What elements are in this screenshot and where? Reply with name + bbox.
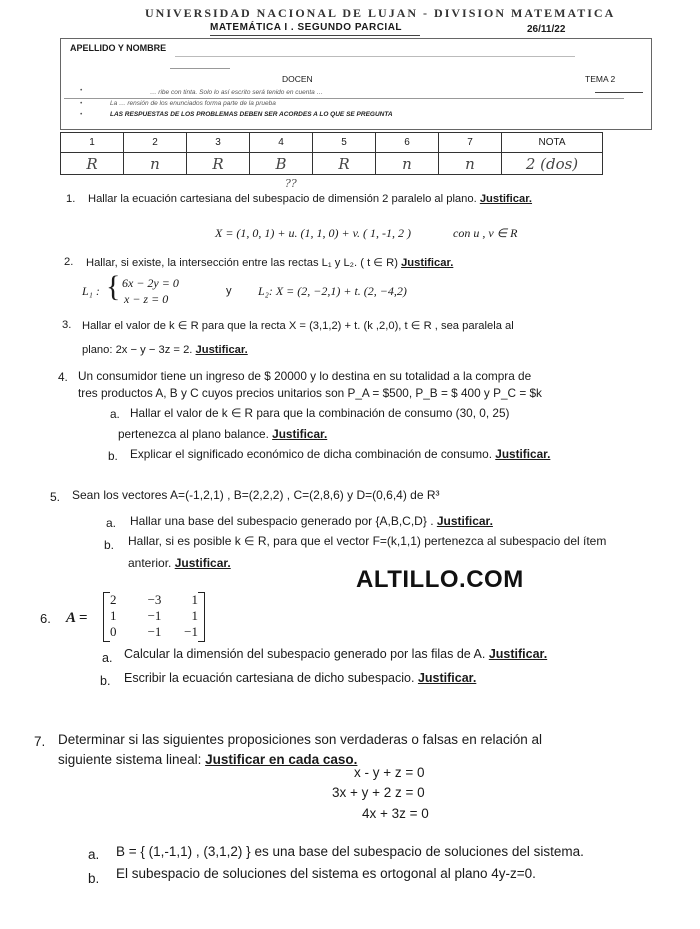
q5-number: 5. <box>50 490 61 504</box>
matrix-cell: 1 <box>191 592 198 607</box>
q4-a-continuation: pertenezca al plano balance. <box>118 427 269 441</box>
grade-header-cell: 4 <box>250 133 313 153</box>
matrix-cell: −3 <box>147 592 162 607</box>
q7-text2 <box>58 752 357 767</box>
q2-text <box>86 256 453 269</box>
matrix-row <box>104 624 204 640</box>
matrix-cell: 0 <box>110 624 117 639</box>
grade-mark-cell: B <box>250 153 313 175</box>
q5-a-justificar: Justificar. <box>436 514 493 528</box>
q1-formula: X = (1, 0, 1) + u. (1, 1, 0) + v. ( 1, -1, 2 ) <box>215 226 412 240</box>
q5-b-label: b. <box>104 538 115 552</box>
instruction-bullet-2: • <box>80 100 83 107</box>
q6-number: 6. <box>40 611 51 626</box>
matrix-cell: 1 <box>191 608 198 623</box>
q6-a-text <box>124 647 547 661</box>
grade-mark-cell: R <box>187 153 250 175</box>
q7-b-text: El subespacio de soluciones del sistema es ortogonal al plano 4y-z=0. <box>116 866 536 881</box>
q4-number: 4. <box>58 370 68 384</box>
grade-header-cell: 1 <box>61 133 124 153</box>
instruction-note-2: La … rensión de los enunciados forma parte de la prueba <box>110 100 276 107</box>
q3-number: 3. <box>62 319 72 331</box>
q5-a-label: a. <box>106 516 117 530</box>
instruction-bullet-3: • <box>80 111 83 118</box>
grade-header-cell: 7 <box>439 133 502 153</box>
margin-scribble: ?? <box>285 177 297 190</box>
bracket-corner <box>198 641 204 642</box>
matrix-cell: −1 <box>147 624 162 639</box>
q2-justificar: Justificar. <box>401 257 454 269</box>
tema-line <box>595 92 643 93</box>
apellido-line <box>175 56 575 57</box>
q4-b-justificar: Justificar. <box>495 447 551 461</box>
q7-eq3: 4x + 3z = 0 <box>362 806 429 821</box>
watermark: ALTILLO.COM <box>356 566 524 593</box>
q1-justificar: Justificar. <box>479 193 533 205</box>
q6-b-text <box>124 671 476 685</box>
q4-a-label: a. <box>110 407 120 421</box>
matrix-row <box>104 608 204 624</box>
q2-l1-eq2: x − z = 0 <box>124 292 169 306</box>
q4-b-text <box>130 447 550 461</box>
grade-header-cell: 5 <box>313 133 376 153</box>
q7-system-intro: siguiente sistema lineal: <box>58 752 202 767</box>
q6-b-label: b. <box>100 674 111 688</box>
grade-header-row <box>61 133 603 153</box>
apellido-mark <box>170 68 230 69</box>
grade-header-cell: 6 <box>376 133 439 153</box>
q1-text <box>88 193 532 205</box>
subject-underline <box>210 35 420 36</box>
grade-header-cell: 3 <box>187 133 250 153</box>
q6-matrix <box>103 592 205 642</box>
q3-justificar: Justificar. <box>195 344 248 356</box>
q6-matrix-table <box>104 592 204 640</box>
q3-text: Hallar el valor de k ∈ R para que la recta X = (3,1,2) + t. (k ,2,0), t ∈ R , sea paralela al <box>82 320 514 332</box>
grade-final-mark: 2 (dos) <box>502 153 603 175</box>
matrix-cell: −1 <box>184 624 198 639</box>
q7-eq1: x - y + z = 0 <box>354 765 425 780</box>
q2-number: 2. <box>64 256 74 268</box>
grade-header-cell: 2 <box>124 133 187 153</box>
q3-text2 <box>82 344 248 356</box>
q4-a-text: Hallar el valor de k ∈ R para que la combinación de consumo (30, 0, 25) <box>130 406 510 420</box>
q6-b-statement: Escribir la ecuación cartesiana de dicho subespacio. <box>124 671 415 685</box>
q2-system-brace: { <box>106 270 121 303</box>
q6-matrix-label: A = <box>66 610 88 626</box>
matrix-cell: 1 <box>110 608 117 623</box>
grade-mark-cell: n <box>124 153 187 175</box>
q7-a-text: B = { (1,-1,1) , (3,1,2) } es una base del subespacio de soluciones del sistema. <box>116 844 584 859</box>
q4-a-justificar: Justificar. <box>272 427 328 441</box>
q6-b-justificar: Justificar. <box>417 671 477 685</box>
q5-b-justificar: Justificar. <box>174 556 231 570</box>
grade-mark-cell: n <box>376 153 439 175</box>
q4-b-label: b. <box>108 449 118 463</box>
q7-justificar: Justificar en cada caso. <box>205 752 358 767</box>
tema-label: TEMA 2 <box>585 74 616 84</box>
matrix-cell: −1 <box>147 608 162 623</box>
q2-l1-label: L₁ : <box>82 284 100 298</box>
q2-l1-eq1: 6x − 2y = 0 <box>122 276 179 290</box>
q7-text: Determinar si las siguientes proposiciones son verdaderas o falsas en relación al <box>58 732 543 747</box>
matrix-row <box>104 592 204 608</box>
q7-eq2: 3x + y + 2 z = 0 <box>332 785 425 800</box>
docente-label: DOCEN <box>282 74 313 84</box>
grade-mark-cell: R <box>313 153 376 175</box>
q4-text: Un consumidor tiene un ingreso de $ 20000 y lo destina en su totalidad a la compra de <box>78 369 532 383</box>
q5-b-text: Hallar, si es posible k ∈ R, para que el vector F=(k,1,1) pertenezca al subespacio del ítem <box>128 534 607 548</box>
q1-formula-condition: con u , v ∈ R <box>453 226 518 240</box>
q7-number: 7. <box>34 734 46 749</box>
bracket-corner <box>104 641 110 642</box>
q7-b-label: b. <box>88 871 100 886</box>
q2-l2: L₂: X = (2, −2,1) + t. (2, −4,2) <box>258 284 407 298</box>
grade-marks-row <box>61 153 603 175</box>
grade-mark-cell: R <box>61 153 124 175</box>
matrix-cell: 2 <box>110 592 117 607</box>
q7-a-label: a. <box>88 847 100 862</box>
q2-y-word: y <box>226 285 232 297</box>
q5-a-statement: Hallar una base del subespacio generado por {A,B,C,D} . <box>130 514 434 528</box>
grade-mark-cell: n <box>439 153 502 175</box>
instruction-bullet-1: • <box>80 87 83 94</box>
q4-text2: tres productos A, B y C cuyos precios unitarios son P_A = $500, P_B = $ 400 y P_C = $k <box>78 386 542 400</box>
q3-plane: plano: 2x − y − 3z = 2. <box>82 344 193 356</box>
instruction-note-1: … ribe con tinta. Solo lo así escrito será tenido en cuenta … <box>150 89 324 96</box>
q5-a-text <box>130 514 493 528</box>
exam-date: 26/11/22 <box>527 24 566 35</box>
q1-number: 1. <box>66 193 76 205</box>
q5-text: Sean los vectores A=(-1,2,1) , B=(2,2,2) , C=(2,8,6) y D=(0,6,4) de R³ <box>72 488 440 502</box>
university-title: UNIVERSIDAD NACIONAL DE LUJAN - DIVISION MATEMATICA <box>145 6 616 20</box>
docente-line <box>64 98 624 99</box>
q4-b-statement: Explicar el significado económico de dicha combinación de consumo. <box>130 447 492 461</box>
q5-b-continuation: anterior. <box>128 556 172 570</box>
exam-subject: MATEMÁTICA I . SEGUNDO PARCIAL <box>210 22 403 33</box>
instruction-note-3: LAS RESPUESTAS DE LOS PROBLEMAS DEBEN SER ACORDES A LO QUE SE PREGUNTA <box>110 111 393 118</box>
apellido-label: APELLIDO Y NOMBRE <box>70 43 167 53</box>
grade-header-nota: NOTA <box>502 133 603 153</box>
q1-statement: Hallar la ecuación cartesiana del subespacio de dimensión 2 paralelo al plano. <box>88 193 477 205</box>
q4-a-text2 <box>118 427 327 441</box>
grade-table <box>60 132 603 175</box>
q5-b-text2 <box>128 556 231 570</box>
q2-statement: Hallar, si existe, la intersección entre las rectas L₁ y L₂. ( t ∈ R) <box>86 257 398 269</box>
q6-a-justificar: Justificar. <box>488 647 548 661</box>
q6-a-label: a. <box>102 651 113 665</box>
q6-a-statement: Calcular la dimensión del subespacio generado por las filas de A. <box>124 647 486 661</box>
